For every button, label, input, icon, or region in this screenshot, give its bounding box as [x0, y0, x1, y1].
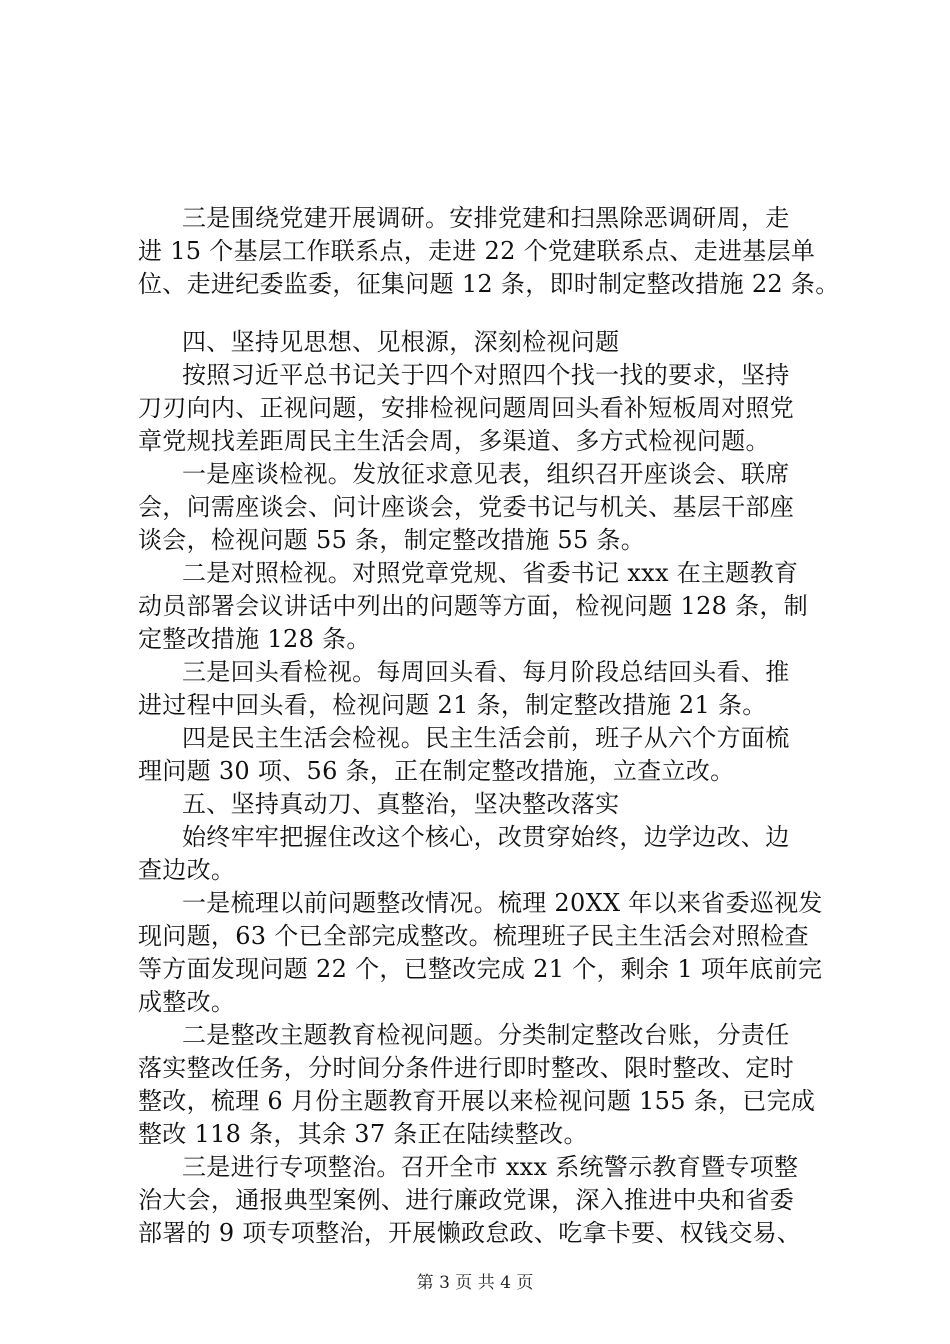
paragraph-line: 查边改。	[138, 856, 236, 884]
paragraph-line: 谈会，检视问题 55 条，制定整改措施 55 条。	[138, 526, 646, 554]
paragraph-line: 进过程中回头看，检视问题 21 条，制定整改措施 21 条。	[138, 691, 767, 719]
paragraph-line: 部署的 9 项专项整治，开展懒政怠政、吃拿卡要、权钱交易、	[138, 1219, 802, 1247]
paragraph-line: 理问题 30 项、56 条，正在制定整改措施，立查立改。	[138, 757, 735, 785]
paragraph-line: 二是对照检视。对照党章党规、省委书记 xxx 在主题教育	[182, 559, 799, 587]
paragraph-line: 整改，梳理 6 月份主题教育开展以来检视问题 155 条，已完成	[138, 1087, 816, 1115]
page-footer: 第 3 页 共 4 页	[416, 1273, 534, 1293]
paragraph-line: 整改 118 条，其余 37 条正在陆续整改。	[138, 1120, 588, 1148]
paragraph-line: 进 15 个基层工作联系点，走进 22 个党建联系点、走进基层单	[138, 237, 816, 265]
paragraph-line: 章党规找差距周民主生活会周，多渠道、多方式检视问题。	[138, 427, 770, 455]
paragraph-line: 三是回头看检视。每周回头看、每月阶段总结回头看、推	[182, 658, 790, 686]
paragraph-line: 一是梳理以前问题整改情况。梳理 20XX 年以来省委巡视发	[182, 889, 823, 917]
paragraph-line: 一是座谈检视。发放征求意见表，组织召开座谈会、联席	[182, 460, 790, 488]
paragraph-line: 始终牢牢把握住改这个核心，改贯穿始终，边学边改、边	[182, 823, 790, 851]
paragraph-line: 现问题，63 个已全部完成整改。梳理班子民主生活会对照检查	[138, 922, 809, 950]
paragraph-line: 按照习近平总书记关于四个对照四个找一找的要求，坚持	[182, 361, 790, 389]
paragraph-line: 定整改措施 128 条。	[138, 625, 371, 653]
paragraph-line: 三是围绕党建开展调研。安排党建和扫黑除恶调研周，走	[182, 204, 790, 232]
section-heading: 五、坚持真动刀、真整治，坚决整改落实	[182, 790, 620, 818]
paragraph-line: 三是进行专项整治。召开全市 xxx 系统警示教育暨专项整	[182, 1153, 799, 1181]
paragraph-line: 会，问需座谈会、问计座谈会，党委书记与机关、基层干部座	[138, 493, 795, 521]
paragraph-line: 等方面发现问题 22 个，已整改完成 21 个，剩余 1 项年底前完	[138, 955, 823, 983]
paragraph-line: 成整改。	[138, 988, 236, 1016]
paragraph-line: 位、走进纪委监委，征集问题 12 条，即时制定整改措施 22 条。	[138, 270, 840, 298]
paragraph-line: 刀刃向内、正视问题，安排检视问题周回头看补短板周对照党	[138, 394, 795, 422]
paragraph-line: 落实整改任务，分时间分条件进行即时整改、限时整改、定时	[138, 1054, 795, 1082]
paragraph-line: 四是民主生活会检视。民主生活会前，班子从六个方面梳	[182, 724, 790, 752]
section-heading: 四、坚持见思想、见根源，深刻检视问题	[182, 328, 620, 356]
paragraph-line: 动员部署会议讲话中列出的问题等方面，检视问题 128 条，制	[138, 592, 809, 620]
paragraph-line: 二是整改主题教育检视问题。分类制定整改台账，分责任	[182, 1021, 790, 1049]
paragraph-line: 治大会，通报典型案例、进行廉政党课，深入推进中央和省委	[138, 1186, 795, 1214]
